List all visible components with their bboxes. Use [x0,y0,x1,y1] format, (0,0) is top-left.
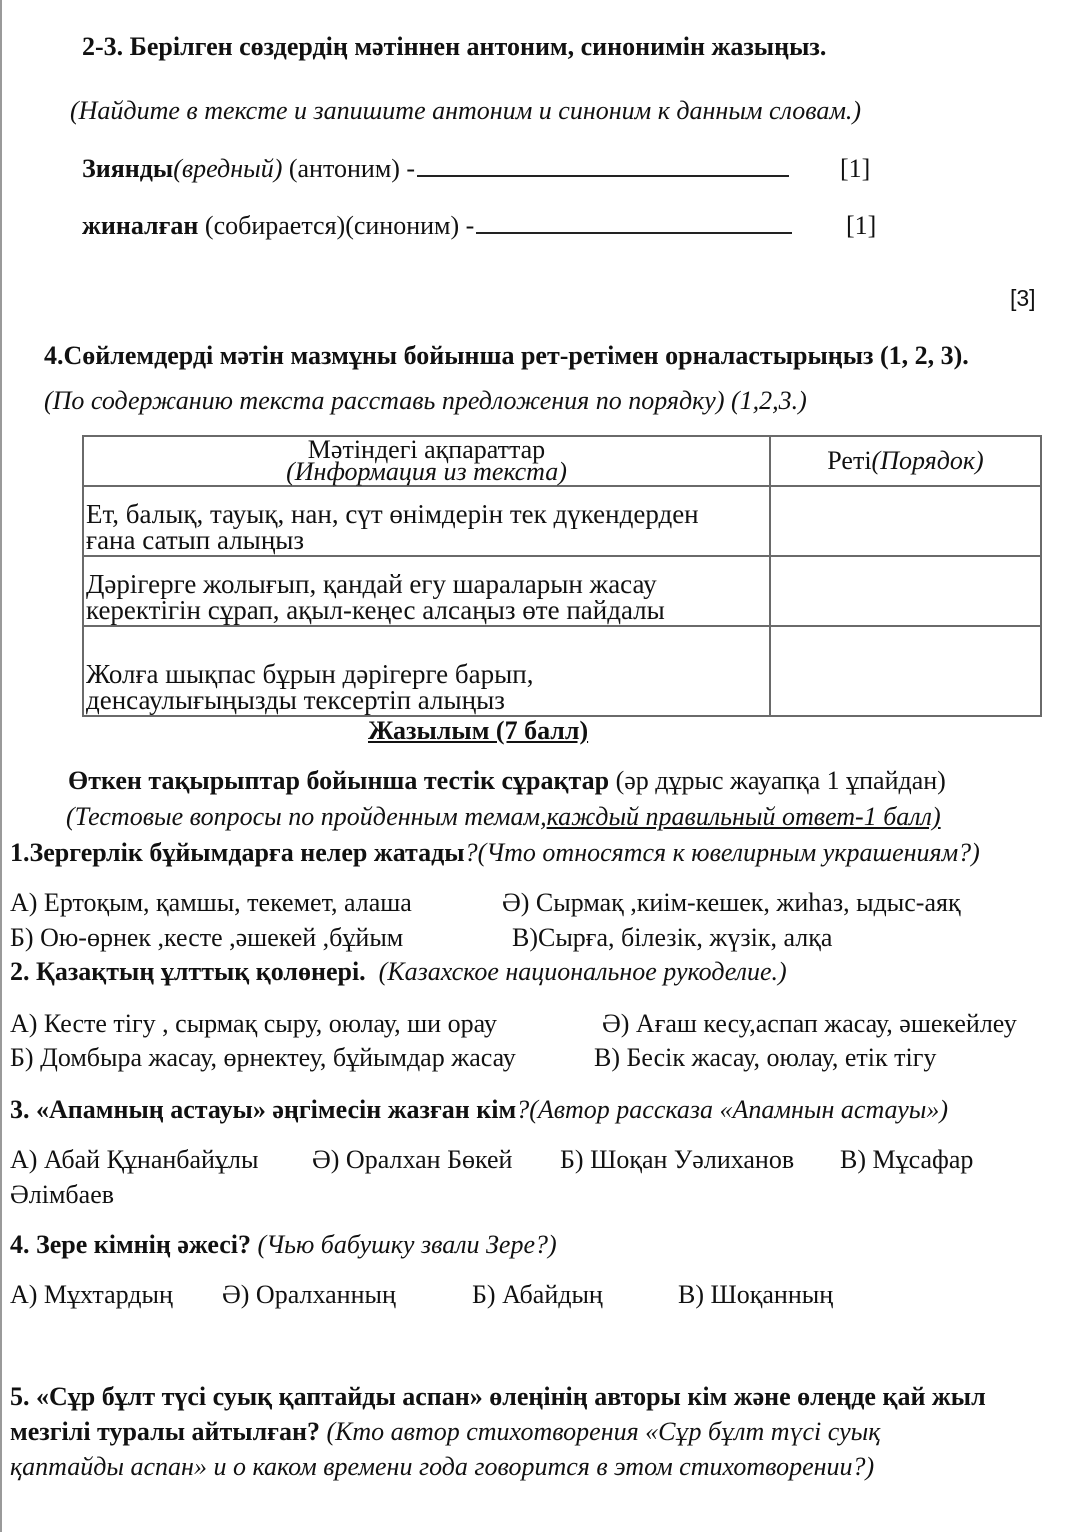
antonym-item [82,154,789,184]
table-row [83,556,1041,626]
synonym-translation: (собирается) [198,211,346,240]
test-intro-bold: Өткен тақырыптар бойынша тестік сұрақтар [68,766,610,795]
q3-option-v[interactable]: В) Мұсафар [840,1145,974,1174]
question-4 [10,1230,557,1260]
q1-option-v[interactable]: В)Сырға, білезік, жүзік, алқа [512,923,833,952]
synonym-type: (синоним) - [345,211,475,240]
order-table-header [83,436,1041,486]
antonym-word: Зиянды [82,154,174,183]
info-line: Ет, балық, тауық, нан, сүт өнімдерін тек дүкендерден [86,499,699,529]
header-info [83,436,770,486]
q1-option-a[interactable]: А) Ертоқым, қамшы, текемет, алаша [10,888,412,917]
test-intro-ru-plain: (Тестовые вопросы по пройденным темам, [66,802,547,831]
q4-option-v[interactable]: В) Шоқанның [678,1280,834,1309]
header-order-kz: Реті [827,446,872,475]
header-order [770,436,1041,486]
order-answer-cell[interactable] [770,486,1041,556]
test-intro-ru-underlined: каждый правильный ответ-1 балл) [546,802,941,831]
info-line: Дәрігерге жолығып, қандай егу шараларын жасау [86,569,657,599]
q4-option-b[interactable]: Б) Абайдың [472,1280,603,1309]
q4-option-a[interactable]: А) Мұхтардың [10,1280,173,1309]
antonym-type: (антоним) - [282,154,416,183]
question-1 [10,838,980,868]
info-cell [83,626,770,716]
info-line: Жолға шықпас бұрын дәрігерге барып, [86,659,534,689]
header-info-kz: Мәтіндегі ақпараттар [307,435,546,464]
question-5-ru-line3: қаптайды аспан» и о каком времени года говорится в этом стихотворении?) [10,1452,875,1481]
q3-option-a[interactable]: А) Абай Құнанбайұлы [10,1145,259,1174]
section-4-title: 4.Сөйлемдерді мәтін мазмұны бойынша рет-ретімен орналастырыңыз (1, 2, 3). [44,341,969,370]
question-1-kz: 1.Зергерлік бұйымдарға нелер жатады [10,838,465,867]
q1-option-ae[interactable]: Ә) Сырмақ ,киім-кешек, жиһаз, ыдыс-аяқ [502,888,961,917]
antonym-answer-blank[interactable] [417,175,789,177]
section-2-3-subtitle: (Найдите в тексте и запишите антоним и синоним к данным словам.) [70,96,862,125]
antonym-points: [1] [840,154,871,183]
test-intro-ru [66,802,941,832]
order-answer-cell[interactable] [770,626,1041,716]
q3-option-ae[interactable]: Ә) Оралхан Бөкей [312,1145,513,1174]
question-5-line1: 5. «Сұр бұлт түсі суық қаптайды аспан» өлеңінің авторы кім және өлеңде қай жыл [10,1382,986,1411]
q2-option-a[interactable]: А) Кесте тігу , сырмақ сыру, оюлау, ши орау [10,1009,497,1038]
section-2-3-total-points: [3] [1010,285,1036,311]
q4-option-ae[interactable]: Ә) Оралханның [222,1280,396,1309]
order-table [82,435,1042,717]
antonym-translation: (вредный) [173,154,283,183]
table-row [83,486,1041,556]
question-5-line2 [10,1417,880,1447]
question-3-ru: ?(Автор рассказа «Апамнын астауы») [516,1095,949,1124]
q2-option-b[interactable]: Б) Домбыра жасау, өрнектеу, бұйымдар жасау [10,1043,516,1072]
q2-option-ae[interactable]: Ә) Ағаш кесу,аспап жасау, әшекейлеу [602,1009,1017,1038]
info-line: керектігін сұрап, ақыл-кеңес алсаңыз өте пайдалы [86,595,665,625]
section-2-3-title: 2-3. Берілген сөздердің мәтіннен антоним, синонимін жазыңыз. [82,32,827,61]
question-2-kz: 2. Қазақтың ұлттық қолөнері. [10,957,366,986]
info-line: ғана сатып алыңыз [86,525,305,555]
q3-option-v-continued[interactable]: Әлімбаев [10,1180,115,1209]
table-row [83,626,1041,716]
synonym-word: жиналған [82,211,199,240]
header-info-ru: (Информация из текста) [286,457,567,486]
info-line: денсаулығыңызды тексертіп алыңыз [86,685,505,715]
q2-option-v[interactable]: В) Бесік жасау, оюлау, етік тігу [594,1043,937,1072]
info-cell [83,556,770,626]
question-2-ru: (Казахское национальное рукоделие.) [378,957,787,986]
writing-section-title: Жазылым (7 балл) [368,716,589,745]
q1-option-b[interactable]: Б) Ою-өрнек ,кесте ,әшекей ,бұйым [10,923,404,952]
question-3 [10,1095,948,1125]
info-cell [83,486,770,556]
question-1-ru: ?(Что относятся к ювелирным украшениям?) [464,838,980,867]
test-intro-normal: (әр дұрыс жауапқа 1 ұпайдан) [609,766,946,795]
synonym-item [82,211,792,241]
question-2 [10,957,787,987]
question-4-kz: 4. Зере кімнің әжесі? [10,1230,252,1259]
synonym-points: [1] [846,211,877,240]
q3-option-b[interactable]: Б) Шоқан Уәлиханов [560,1145,795,1174]
question-5-kz-line2: мезгілі туралы айтылған? [10,1417,320,1446]
question-5-ru-line2: (Кто автор стихотворения «Сұр бұлт түсі суық [319,1417,881,1446]
test-intro [68,766,946,796]
synonym-answer-blank[interactable] [476,232,792,234]
header-order-ru: (Порядок) [871,446,984,475]
section-4-subtitle: (По содержанию текста расставь предложения по порядку) (1,2,3.) [44,386,807,415]
question-4-ru: (Чью бабушку звали Зере?) [257,1230,557,1259]
question-3-kz: 3. «Апамның астауы» әңгімесін жазған кім [10,1095,517,1124]
order-answer-cell[interactable] [770,556,1041,626]
